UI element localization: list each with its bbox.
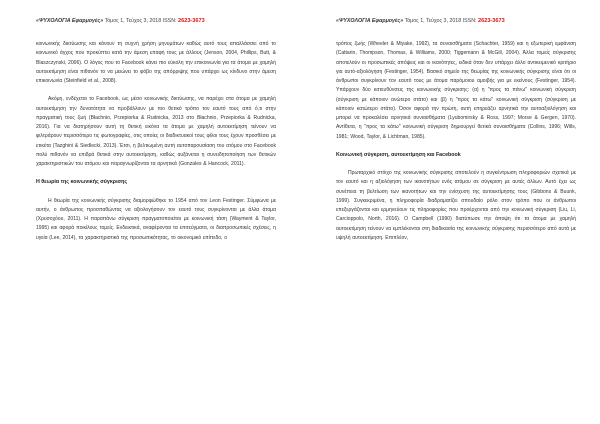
left-page: [0, 0, 298, 424]
page-header: [36, 18, 276, 24]
paragraph: Η θεωρία της κοινωνικής σύγκρισης διαμορφώθηκε το 1954 από τον Leon Festinger. Σύμφωνα με αυτήν, ο άνθρωπος προσπαθώντας να αξιολογήσουν τον εαυτό τους συγκρίνονται με άλλα άτομα (Χρυσοχόου, 2011). Η παραπάνω σύγκριση πραγματοποιείται με κοινωνική τάση (Wayment & Taylor, 1995) και αφορά ποικίλους τομείς. Ενδεικτικά, αναφέρονται τα επιτεύγματα, οι διαπροσωπικές σχέσεις, η υγεία (Lee, 2014), τα χαρακτηριστικά της προσωπικότητας, το οικονομικό επίπεδο, ο: [36, 197, 276, 241]
issn-number: 2623-3673: [177, 18, 205, 24]
issn-number: 2623-3673: [477, 18, 505, 24]
issue-info: Τόμος 1, Τεύχος 3, 2018 ISSN:: [403, 18, 477, 24]
paragraph: τρόπος ζωής (Wheeler & Miyake, 1992), τα συναισθήματα (Schachter, 1959) και η εξωτερική εμφάνιση (Cattarin, Thompson, Thomas, & Williams, 2000; Tiggemann & McGill, 2004). Άλλα τομείς σύγκρισης αποτελούν οι προσωπικές απόψεις και οι ικανότητες, ειδικά όταν δεν υπάρχει άλλο αντικειμενικό κριτήριο για αυτό-αξιολόγηση (Festinger, 1954). Βασικό σημείο της θεωρίας της κοινωνικής σύγκρισης είναι ότι οι άνθρωποι συγκρίνουν τον εαυτό τους με άτομα παρόμοιου αμοιβής για με εκείνους (Festinger, 1954). Υπάρχουν δύο κατευθύνσεις της κοινωνικής σύγκρισης: (α) η "προς τα πάνω" κοινωνική σύγκριση (σύγκριση με κάποιον ανώτερο στάτο) και (β) η "προς τα κάτω" κοινωνική σύγκριση (σύγκριση με κάποιον κατώτερο στάτο). Όσον αφορά την πρώτη, αυτή επηρεάζει αρνητικά την αυτοαξιολόγηση και μπορεί να προκαλέσει αρνητικά συναισθήματα (Lyubomirsky & Ross, 1997; Morse & Gergen, 1970). Αντίθετα, η "προς τα κάτω" κοινωνική σύγκριση δημιουργεί θετικά συναισθήματα (Collins, 1996; Wills, 1981; Wood, Taylor, & Lichtman, 1985).: [336, 41, 576, 140]
issue-info: Τόμος 1, Τεύχος 3, 2018 ISSN:: [103, 18, 177, 24]
paragraph: Πρωταρχικό στόιχο της κοινωνικής σύγκρισης αποτελούν η συγκέντρωση πληροφοριών σχετικά με τον εαυτό και η αξιολόγηση των ικανοτήτων ενός ατόμου σε σύγκριση με αυτές άλλων. Αυτό έχει ως συνέπεια τη βελτίωση των ικανοτήτων και την ενίσχυση της αυτοεκτίμησης τους (Gibbons & Buunk, 1999). Συγκεκριμένα, η πληροφορία διαδραματίζει σπουδαίο ρόλο στον τρόπο που οι άνθρωποι επεξεργάζονται και ερμηνεύουν τις πληροφορίες που προέρχονται από την κοινωνική σύγκριση (Liu, Li, Carcioppolo, North, 2016). Ο Campbell (1990) διατύπωσε την άποψη ότι τα άτομα με χαμηλή αυτοεκτίμηση τείνουν να εμπλέκονται στη διαδικασία της κοινωνικής σύγκρισης περισσότερο από αυτά με υψηλή αυτοεκτίμηση. Επιπλέον,: [336, 170, 576, 241]
page-header: [336, 18, 576, 24]
paragraph: Ακόμη, ενδέχεται το Facebook, ως μέσο κοινωνικής δικτύωσης, να παρέχει στα άτομα με χαμηλή αυτοεκτίμηση την δυνατότητα να προβάλλουν με πιο θετικό τρόπο τον εαυτό τους από ό,τι στην πραγματική τους ζωή (Błachnio, Przepiorka & Rudnicka, 2013 στο Błachnio, Przepiorka & Rudnicka, 2016). Για να διατηρήσουν αυτή τη θετική εικόνα τα άτομα με χαμηλή αυτοεκτίμηση τείνουν να φιλτράρουν περισσότερο τις φωτογραφίες, οτις οποίες οι διαδικτυακοί τους φίλοι τους έχουν προσθέσει με ετικέτα (Tazghini & Siedlecki, 2013). Έτσι, η βελτιωμένη αυτή αυτοπαρουσίαση του ατόμου στο Facebook πολύ πιθανόν να επιδρά θετικά στην αυτοεκτίμηση, καθώς αυξάνεται η συνειδητοποίηση των θετικών χαρακτηριστικών του ατόμου και παραγνωρίζονται τα αρνητικά (Gonzales & Hancock, 2011).: [36, 96, 276, 167]
journal-name: «ΨΥΧΟΛΟΓΙΑ Εφαρμογές»: [336, 18, 404, 24]
journal-name: «ΨΥΧΟΛΟΓΙΑ Εφαρμογές»: [36, 18, 104, 24]
left-page-body: [36, 40, 276, 243]
right-page-body: [336, 40, 576, 243]
section-heading: Κοινωνική σύγκριση, αυτοεκτίμηση και Facebook: [336, 151, 461, 158]
paragraph: κοινωνικής δικτύωσης και κάνουν τη συχνή χρήση μηνυμάτων καθώς αυτό τους απαλλάσσει από το κοινωνικό άγχος που προκύπτει κατά την άμεση επαφή τους με άλλους (Jenson, 2004, Phillips, Butt, & Blaszczynski, 2006). Ο λόγος που το Facebook κάνει πιο εύκολη την επικοινωνία για τα άτομα με χαμηλή αυτοεκτίμηση είναι πιθανόν το να μειώνει το φόβο της απόρριψης που υπάρχει ως κίνδυνο στην άμεση επικοινωνία (Steinfield et al., 2008).: [36, 41, 276, 84]
section-heading: Η θεωρία της κοινωνικής σύγκρισης: [36, 179, 128, 186]
right-page: [300, 0, 598, 424]
